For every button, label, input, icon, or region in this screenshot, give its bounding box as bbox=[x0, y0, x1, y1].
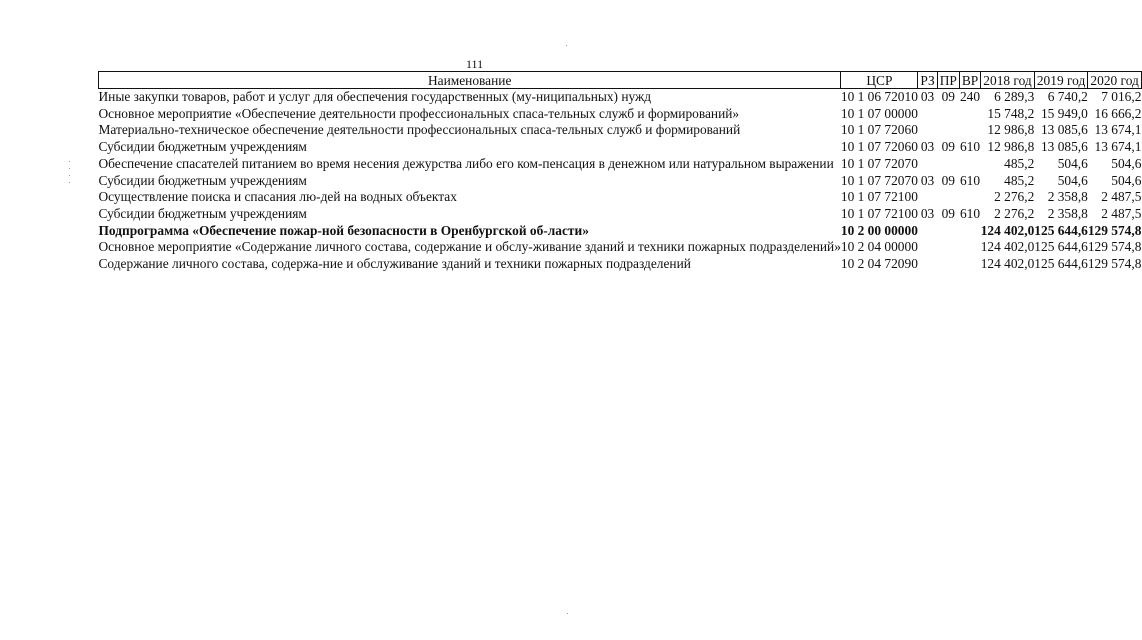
cell-2020: 16 666,2 bbox=[1094, 105, 1142, 121]
cell-2019: 125 644,6 bbox=[1034, 256, 1088, 272]
cell-2020: 2 487,5 bbox=[1101, 205, 1142, 221]
cell-rz bbox=[918, 122, 937, 139]
cell-rz bbox=[918, 223, 937, 240]
header-rz: РЗ bbox=[918, 72, 937, 89]
cell-vr bbox=[959, 106, 980, 123]
cell-pr bbox=[937, 106, 959, 123]
cell-2020: 13 674,1 bbox=[1094, 122, 1142, 138]
cell-2018: 6 289,3 bbox=[994, 89, 1035, 104]
table-row bbox=[99, 239, 1142, 256]
cell-name: Осуществление поиска и спасания лю-дей на водных объектах bbox=[98, 189, 457, 205]
cell-2019: 2 358,8 bbox=[1047, 189, 1088, 205]
scan-speck bbox=[566, 45, 567, 46]
cell-2020: 2 487,5 bbox=[1101, 189, 1142, 205]
table-row bbox=[99, 189, 1142, 206]
cell-pr: 09 bbox=[941, 172, 955, 188]
scan-speck bbox=[69, 161, 70, 162]
budget-table bbox=[98, 71, 1142, 273]
table-row bbox=[99, 106, 1142, 123]
header-pr: ПР bbox=[937, 72, 959, 89]
cell-2020: 129 574,8 bbox=[1087, 222, 1142, 238]
cell-csr: 10 1 07 72070 bbox=[840, 172, 918, 188]
cell-vr: 610 bbox=[959, 172, 981, 188]
cell-2019: 6 740,2 bbox=[1047, 89, 1088, 104]
scan-speck bbox=[69, 168, 70, 169]
cell-2020: 13 674,1 bbox=[1094, 139, 1142, 155]
cell-rz: 03 bbox=[920, 172, 935, 188]
cell-2020: 504,6 bbox=[1111, 155, 1142, 171]
cell-2018: 12 986,8 bbox=[987, 122, 1035, 138]
table-row bbox=[99, 139, 1142, 156]
cell-pr: 09 bbox=[941, 205, 955, 221]
cell-2019: 504,6 bbox=[1057, 155, 1088, 171]
cell-vr: 610 bbox=[959, 205, 981, 221]
cell-2019: 504,6 bbox=[1057, 172, 1088, 188]
cell-2019: 13 085,6 bbox=[1040, 122, 1088, 138]
cell-rz: 03 bbox=[920, 139, 935, 155]
cell-name: Субсидии бюджетным учреждениям bbox=[98, 139, 307, 155]
cell-vr: 610 bbox=[959, 139, 981, 155]
table-row bbox=[99, 256, 1142, 273]
page-number: 111 bbox=[466, 57, 484, 71]
cell-csr: 10 1 07 72100 bbox=[840, 189, 918, 205]
cell-2019: 125 644,6 bbox=[1034, 239, 1088, 255]
cell-csr: 10 1 07 72060 bbox=[840, 122, 918, 138]
cell-vr bbox=[959, 239, 980, 256]
cell-csr: 10 2 00 00000 bbox=[840, 222, 918, 238]
scan-speck bbox=[69, 182, 70, 183]
scan-speck bbox=[69, 175, 70, 176]
cell-name: Основное мероприятие «Обеспечение деятельности профессиональных спаса-тельных служб и формирований» bbox=[98, 105, 740, 121]
cell-csr: 10 2 04 00000 bbox=[840, 239, 918, 255]
cell-pr bbox=[937, 239, 959, 256]
cell-2018: 15 748,2 bbox=[987, 105, 1035, 121]
cell-rz bbox=[918, 156, 937, 173]
cell-rz: 03 bbox=[920, 89, 935, 104]
cell-2018: 2 276,2 bbox=[994, 189, 1035, 205]
cell-pr bbox=[937, 256, 959, 273]
cell-vr bbox=[959, 256, 980, 273]
cell-name: Подпрограмма «Обеспечение пожар-ной безопасности в Оренбургской об-ласти» bbox=[98, 222, 589, 238]
cell-rz: 03 bbox=[920, 205, 935, 221]
cell-2018: 124 402,0 bbox=[980, 256, 1035, 272]
cell-vr bbox=[959, 156, 980, 173]
cell-2020: 504,6 bbox=[1111, 172, 1142, 188]
cell-2018: 2 276,2 bbox=[994, 205, 1035, 221]
cell-rz bbox=[918, 256, 937, 273]
cell-2020: 129 574,8 bbox=[1087, 239, 1142, 255]
table-row bbox=[99, 223, 1142, 240]
cell-pr: 09 bbox=[941, 139, 955, 155]
cell-2018: 12 986,8 bbox=[987, 139, 1035, 155]
cell-name: Содержание личного состава, содержа-ние и обслуживание зданий и техники пожарных подразделений bbox=[98, 256, 691, 272]
cell-rz bbox=[918, 106, 937, 123]
cell-csr: 10 1 07 72070 bbox=[840, 155, 918, 171]
table-row bbox=[99, 89, 1142, 106]
cell-csr: 10 1 07 00000 bbox=[840, 105, 918, 121]
cell-name: Субсидии бюджетным учреждениям bbox=[98, 205, 307, 221]
cell-pr: 09 bbox=[941, 89, 955, 104]
cell-2019: 2 358,8 bbox=[1047, 205, 1088, 221]
cell-2019: 15 949,0 bbox=[1040, 105, 1088, 121]
cell-rz bbox=[918, 239, 937, 256]
cell-rz bbox=[918, 189, 937, 206]
cell-vr: 240 bbox=[959, 89, 981, 104]
cell-2018: 485,2 bbox=[1004, 155, 1035, 171]
table-row bbox=[99, 173, 1142, 190]
cell-pr bbox=[937, 223, 959, 240]
cell-csr: 10 1 07 72060 bbox=[840, 139, 918, 155]
cell-csr: 10 2 04 72090 bbox=[840, 256, 918, 272]
header-2018: 2018 год bbox=[981, 72, 1035, 89]
cell-2019: 125 644,6 bbox=[1034, 222, 1088, 238]
header-vr: ВР bbox=[959, 72, 980, 89]
cell-name: Субсидии бюджетным учреждениям bbox=[98, 172, 307, 188]
cell-pr bbox=[937, 189, 959, 206]
scan-speck bbox=[567, 613, 568, 614]
cell-2018: 124 402,0 bbox=[980, 239, 1035, 255]
cell-2018: 124 402,0 bbox=[980, 222, 1035, 238]
header-csr: ЦСР bbox=[841, 72, 918, 89]
cell-pr bbox=[937, 156, 959, 173]
table-row bbox=[99, 206, 1142, 223]
header-name: Наименование bbox=[99, 72, 841, 89]
cell-2018: 485,2 bbox=[1004, 172, 1035, 188]
header-row bbox=[99, 72, 1142, 89]
cell-name: Обеспечение спасателей питанием во время несения дежурства либо его ком-пенсация в денежном или натуральном выражении bbox=[98, 155, 834, 171]
cell-vr bbox=[959, 122, 980, 139]
cell-vr bbox=[959, 189, 980, 206]
cell-2020: 7 016,2 bbox=[1101, 89, 1142, 104]
header-2020: 2020 год bbox=[1088, 72, 1142, 89]
cell-name: Основное мероприятие «Содержание личного состава, содержание и обслу-живание зданий и техники пожарных подразделений» bbox=[98, 239, 841, 255]
table-row bbox=[99, 122, 1142, 139]
cell-2019: 13 085,6 bbox=[1040, 139, 1088, 155]
cell-pr bbox=[937, 122, 959, 139]
cell-name: Материально-техническое обеспечение деятельности профессиональных спаса-тельных служб и формирований bbox=[98, 122, 741, 138]
cell-vr bbox=[959, 223, 980, 240]
cell-2020: 129 574,8 bbox=[1087, 256, 1142, 272]
cell-name: Иные закупки товаров, работ и услуг для обеспечения государственных (му-ниципальных) нужд bbox=[98, 89, 652, 104]
cell-csr: 10 1 06 72010 bbox=[840, 89, 918, 104]
table-row bbox=[99, 156, 1142, 173]
header-2019: 2019 год bbox=[1034, 72, 1088, 89]
cell-csr: 10 1 07 72100 bbox=[840, 205, 918, 221]
